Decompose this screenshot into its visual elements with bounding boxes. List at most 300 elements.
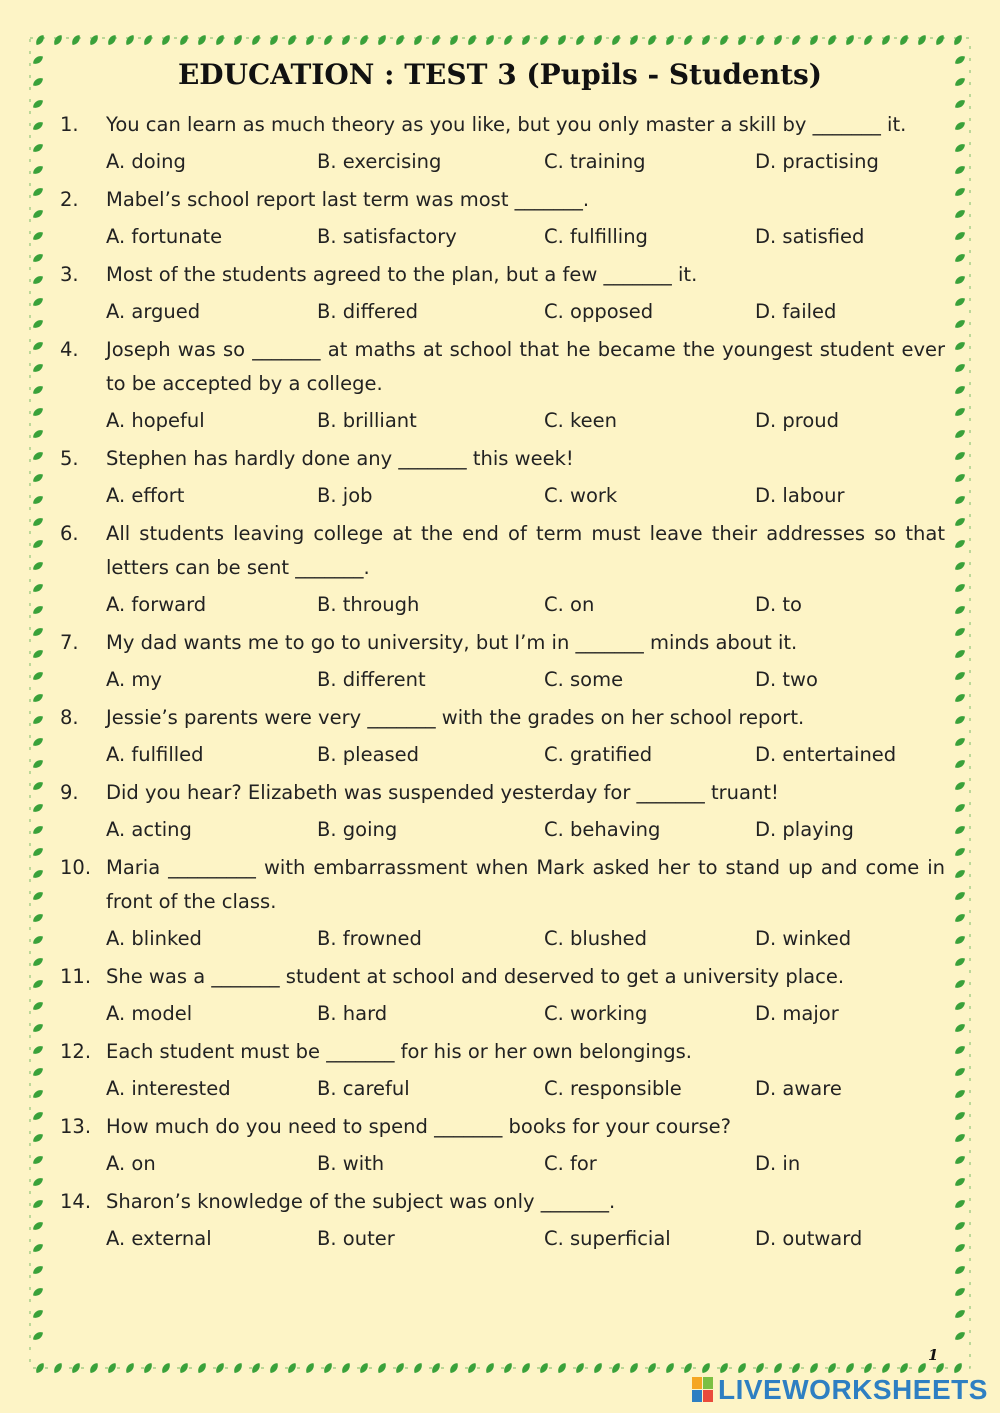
question-row: [60, 108, 945, 142]
vine-leaf: [953, 384, 966, 396]
vine-leaf: [358, 33, 370, 46]
answer-option-d[interactable]: D. in: [755, 1152, 801, 1175]
answer-options: [60, 292, 945, 332]
vine-leaf: [953, 406, 966, 418]
question-row: [60, 258, 945, 292]
question-text: Stephen has hardly done any _______ this week!: [106, 447, 574, 470]
answer-options: [60, 1069, 945, 1109]
vine-leaf: [31, 230, 44, 242]
vine-leaf: [448, 33, 460, 46]
question-row: [60, 1185, 945, 1219]
answer-option-b[interactable]: B. different: [317, 668, 426, 691]
vine-leaf: [124, 1361, 136, 1374]
vine-leaf: [953, 560, 966, 572]
vine-leaf: [952, 1361, 964, 1374]
answer-options: [60, 994, 945, 1034]
vine-leaf: [31, 1264, 44, 1276]
vine-leaf: [430, 33, 442, 46]
vine-leaf: [953, 1044, 966, 1056]
vine-leaf: [31, 340, 44, 352]
answer-option-b[interactable]: B. through: [317, 593, 420, 616]
answer-option-b[interactable]: B. hard: [317, 1002, 388, 1025]
question-text: Joseph was so _______ at maths at school that he became the youngest student ever to be accepted by a college.: [106, 338, 945, 395]
question-item: [60, 517, 945, 625]
vine-leaf: [953, 340, 966, 352]
question-text: Mabel’s school report last term was most _______.: [106, 188, 590, 211]
answer-option-c[interactable]: C. working: [544, 1002, 648, 1025]
vine-leaf: [31, 956, 44, 968]
question-text: How much do you need to spend _______ books for your course?: [106, 1115, 732, 1138]
question-text: Each student must be _______ for his or her own belongings.: [106, 1040, 692, 1063]
question-number: 4.: [60, 338, 79, 361]
vine-leaf: [953, 142, 966, 154]
vine-leaf: [142, 33, 154, 46]
vine-leaf: [268, 1361, 280, 1374]
answer-option-b[interactable]: B. pleased: [317, 743, 420, 766]
vine-leaf: [953, 472, 966, 484]
question-row: [60, 517, 945, 585]
vine-leaf: [484, 33, 496, 46]
vine-leaf: [628, 33, 640, 46]
question-text: You can learn as much theory as you like, but you only master a skill by _______ it.: [106, 113, 907, 136]
vine-leaf: [610, 33, 622, 46]
vine-leaf: [953, 978, 966, 990]
question-item: [60, 1185, 945, 1259]
answer-option-b[interactable]: B. differed: [317, 300, 418, 323]
answer-option-c[interactable]: C. training: [544, 150, 646, 173]
question-row: [60, 701, 945, 735]
answer-option-c[interactable]: C. for: [544, 1152, 597, 1175]
vine-leaf: [953, 318, 966, 330]
vine-leaf: [754, 33, 766, 46]
vine-leaf: [953, 1264, 966, 1276]
answer-option-a[interactable]: A. fulfilled: [106, 743, 204, 766]
question-text: My dad wants me to go to university, but I’m in _______ minds about it.: [106, 631, 798, 654]
vine-leaf: [484, 1361, 496, 1374]
answer-option-d[interactable]: D. satisfied: [755, 225, 865, 248]
vine-leaf: [953, 890, 966, 902]
vine-leaf: [953, 604, 966, 616]
question-list: [60, 108, 945, 1260]
answer-option-b[interactable]: B. going: [317, 818, 398, 841]
answer-option-d[interactable]: D. to: [755, 593, 802, 616]
vine-leaf: [772, 33, 784, 46]
vine-leaf: [31, 472, 44, 484]
vine-leaf: [682, 33, 694, 46]
answer-option-b[interactable]: B. brilliant: [317, 409, 417, 432]
question-row: [60, 776, 945, 810]
answer-options: [60, 1144, 945, 1184]
answer-option-c[interactable]: C. gratified: [544, 743, 653, 766]
vine-leaf: [31, 692, 44, 704]
vine-leaf: [31, 252, 44, 264]
answer-option-d[interactable]: D. labour: [755, 484, 845, 507]
question-row: [60, 442, 945, 476]
answer-option-a[interactable]: A. interested: [106, 1077, 231, 1100]
question-text: All students leaving college at the end of term must leave their addresses so that letters can be sent _______.: [106, 522, 945, 579]
question-number: 8.: [60, 706, 79, 729]
vine-leaf: [953, 626, 966, 638]
vine-leaf: [808, 33, 820, 46]
vine-leaf: [953, 494, 966, 506]
vine-leaf: [880, 33, 892, 46]
vine-leaf: [31, 1022, 44, 1034]
vine-leaf: [214, 33, 226, 46]
vine-leaf: [844, 33, 856, 46]
answer-option-d[interactable]: D. winked: [755, 927, 852, 950]
answer-options: [60, 401, 945, 441]
answer-option-b[interactable]: B. satisfactory: [317, 225, 457, 248]
vine-leaf: [628, 1361, 640, 1374]
answer-option-b[interactable]: B. job: [317, 484, 373, 507]
answer-option-b[interactable]: B. careful: [317, 1077, 410, 1100]
answer-option-d[interactable]: D. aware: [755, 1077, 842, 1100]
vine-leaf: [31, 934, 44, 946]
vine-leaf: [52, 1361, 64, 1374]
vine-leaf: [953, 736, 966, 748]
vine-leaf: [736, 33, 748, 46]
vine-leaf: [953, 1176, 966, 1188]
vine-leaf: [790, 33, 802, 46]
vine-leaf: [412, 33, 424, 46]
vine-leaf: [772, 1361, 784, 1374]
vine-leaf: [953, 956, 966, 968]
vine-leaf: [916, 33, 928, 46]
question-number: 11.: [60, 965, 92, 988]
answer-options: [60, 585, 945, 625]
vine-leaf: [232, 1361, 244, 1374]
vine-leaf: [538, 33, 550, 46]
answer-option-d[interactable]: D. practising: [755, 150, 879, 173]
question-number: 10.: [60, 856, 92, 879]
question-number: 9.: [60, 781, 79, 804]
vine-leaf: [106, 33, 118, 46]
vine-leaf: [31, 670, 44, 682]
vine-leaf: [953, 1220, 966, 1232]
vine-leaf: [34, 33, 46, 46]
vine-leaf: [31, 164, 44, 176]
vine-leaf: [31, 802, 44, 814]
vine-leaf: [88, 1361, 100, 1374]
vine-leaf: [953, 758, 966, 770]
answer-option-a[interactable]: A. fortunate: [106, 225, 223, 248]
answer-option-a[interactable]: A. doing: [106, 150, 186, 173]
answer-option-c[interactable]: C. work: [544, 484, 618, 507]
question-item: [60, 183, 945, 257]
question-row: [60, 960, 945, 994]
answer-option-d[interactable]: D. major: [755, 1002, 839, 1025]
vine-leaf: [124, 33, 136, 46]
vine-leaf: [953, 450, 966, 462]
answer-option-c[interactable]: C. opposed: [544, 300, 654, 323]
vine-leaf: [953, 428, 966, 440]
question-row: [60, 851, 945, 919]
vine-leaf: [268, 33, 280, 46]
answer-option-c[interactable]: C. keen: [544, 409, 617, 432]
vine-leaf: [31, 846, 44, 858]
vine-leaf: [916, 1361, 928, 1374]
vine-leaf: [31, 978, 44, 990]
question-number: 2.: [60, 188, 79, 211]
vine-leaf: [196, 1361, 208, 1374]
question-number: 13.: [60, 1115, 92, 1138]
question-text: Jessie’s parents were very _______ with the grades on her school report.: [106, 706, 805, 729]
vine-leaf: [160, 33, 172, 46]
vine-leaf: [31, 890, 44, 902]
vine-leaf: [31, 538, 44, 550]
vine-leaf: [31, 1110, 44, 1122]
vine-leaf: [31, 1220, 44, 1232]
vine-leaf: [31, 98, 44, 110]
vine-leaf: [31, 714, 44, 726]
vine-leaf: [646, 33, 658, 46]
vine-leaf: [394, 33, 406, 46]
question-row: [60, 183, 945, 217]
vine-leaf: [862, 33, 874, 46]
vine-leaf: [953, 538, 966, 550]
vine-leaf: [31, 1000, 44, 1012]
vine-leaf: [953, 1110, 966, 1122]
answer-option-a[interactable]: A. on: [106, 1152, 156, 1175]
question-number: 1.: [60, 113, 79, 136]
vine-leaf: [953, 1330, 966, 1342]
answer-option-d[interactable]: D. failed: [755, 300, 837, 323]
vine-leaf: [826, 33, 838, 46]
question-number: 12.: [60, 1040, 92, 1063]
page-number: 1: [928, 1346, 939, 1364]
question-item: [60, 108, 945, 182]
vine-leaf: [953, 120, 966, 132]
answer-options: [60, 660, 945, 700]
vine-leaf: [953, 1198, 966, 1210]
vine-leaf: [953, 1088, 966, 1100]
vine-leaf: [232, 33, 244, 46]
vine-leaf: [31, 1308, 44, 1320]
question-number: 3.: [60, 263, 79, 286]
question-text: Did you hear? Elizabeth was suspended yesterday for _______ truant!: [106, 781, 779, 804]
vine-leaf: [31, 1066, 44, 1078]
vine-leaf: [953, 868, 966, 880]
vine-leaf: [340, 1361, 352, 1374]
question-row: [60, 333, 945, 401]
vine-leaf: [412, 1361, 424, 1374]
vine-leaf: [31, 208, 44, 220]
vine-leaf: [953, 802, 966, 814]
vine-leaf: [880, 1361, 892, 1374]
question-text: She was a _______ student at school and deserved to get a university place.: [106, 965, 845, 988]
question-item: [60, 626, 945, 700]
vine-leaf: [160, 1361, 172, 1374]
answer-option-b[interactable]: B. with: [317, 1152, 385, 1175]
vine-leaf: [953, 824, 966, 836]
vine-leaf: [953, 1022, 966, 1034]
vine-leaf: [953, 186, 966, 198]
vine-leaf: [953, 846, 966, 858]
vine-leaf: [250, 33, 262, 46]
vine-leaf: [376, 33, 388, 46]
answer-option-b[interactable]: B. exercising: [317, 150, 442, 173]
vine-leaf: [592, 33, 604, 46]
answer-option-b[interactable]: B. frowned: [317, 927, 422, 950]
answer-option-c[interactable]: C. fulfilling: [544, 225, 648, 248]
vine-leaf: [31, 1132, 44, 1144]
vine-leaf: [953, 362, 966, 374]
answer-option-c[interactable]: C. superficial: [544, 1227, 671, 1250]
answer-option-d[interactable]: D. outward: [755, 1227, 863, 1250]
answer-options: [60, 1219, 945, 1259]
answer-option-a[interactable]: A. argued: [106, 300, 201, 323]
vine-leaf: [31, 1154, 44, 1166]
vine-leaf: [520, 1361, 532, 1374]
vine-leaf: [953, 208, 966, 220]
answer-option-a[interactable]: A. external: [106, 1227, 212, 1250]
answer-option-a[interactable]: A. blinked: [106, 927, 202, 950]
answer-options: [60, 476, 945, 516]
question-item: [60, 258, 945, 332]
vine-leaf: [934, 33, 946, 46]
vine-leaf: [178, 33, 190, 46]
vine-leaf: [340, 33, 352, 46]
vine-leaf: [556, 1361, 568, 1374]
vine-leaf: [31, 1176, 44, 1188]
vine-leaf: [953, 692, 966, 704]
question-item: [60, 851, 945, 959]
question-number: 6.: [60, 522, 79, 545]
vine-leaf: [31, 1286, 44, 1298]
answer-option-c[interactable]: C. blushed: [544, 927, 648, 950]
vine-leaf: [664, 1361, 676, 1374]
question-number: 5.: [60, 447, 79, 470]
answer-option-c[interactable]: C. some: [544, 668, 624, 691]
answer-options: [60, 217, 945, 257]
answer-option-c[interactable]: C. responsible: [544, 1077, 682, 1100]
vine-leaf: [953, 1308, 966, 1320]
vine-leaf: [31, 758, 44, 770]
vine-leaf: [953, 670, 966, 682]
question-row: [60, 626, 945, 660]
answer-option-c[interactable]: C. on: [544, 593, 595, 616]
answer-option-a[interactable]: A. forward: [106, 593, 207, 616]
question-item: [60, 960, 945, 1034]
vine-leaf: [953, 296, 966, 308]
vine-leaf: [844, 1361, 856, 1374]
vine-leaf: [31, 736, 44, 748]
question-row: [60, 1110, 945, 1144]
vine-leaf: [31, 384, 44, 396]
vine-leaf: [502, 33, 514, 46]
vine-leaf: [448, 1361, 460, 1374]
vine-leaf: [31, 186, 44, 198]
vine-leaf: [556, 33, 568, 46]
question-text: Most of the students agreed to the plan, but a few _______ it.: [106, 263, 698, 286]
answer-option-d[interactable]: D. two: [755, 668, 818, 691]
vine-leaf: [953, 1000, 966, 1012]
answer-option-a[interactable]: A. hopeful: [106, 409, 205, 432]
vine-leaf: [31, 1198, 44, 1210]
liveworksheets-logo[interactable]: [692, 1374, 988, 1406]
vine-leaf: [31, 516, 44, 528]
vine-leaf: [953, 780, 966, 792]
vine-leaf: [953, 1286, 966, 1298]
answer-option-c[interactable]: C. behaving: [544, 818, 661, 841]
vine-leaf: [31, 362, 44, 374]
vine-leaf: [953, 164, 966, 176]
vine-leaf: [808, 1361, 820, 1374]
vine-leaf: [664, 33, 676, 46]
question-item: [60, 1035, 945, 1109]
vine-leaf: [304, 1361, 316, 1374]
vine-leaf: [700, 1361, 712, 1374]
answer-options: [60, 142, 945, 182]
answer-option-a[interactable]: A. acting: [106, 818, 192, 841]
question-item: [60, 333, 945, 441]
vine-leaf: [31, 604, 44, 616]
vine-leaf: [52, 33, 64, 46]
vine-leaf: [718, 33, 730, 46]
question-number: 14.: [60, 1190, 92, 1213]
answer-options: [60, 735, 945, 775]
vine-leaf: [31, 1330, 44, 1342]
vine-leaf: [466, 33, 478, 46]
vine-leaf: [196, 33, 208, 46]
question-text: Sharon’s knowledge of the subject was only _______.: [106, 1190, 616, 1213]
question-item: [60, 701, 945, 775]
vine-leaf: [736, 1361, 748, 1374]
vine-leaf: [88, 33, 100, 46]
answer-option-a[interactable]: A. model: [106, 1002, 193, 1025]
answer-option-a[interactable]: A. effort: [106, 484, 185, 507]
vine-leaf: [898, 33, 910, 46]
vine-leaf: [953, 582, 966, 594]
vine-leaf: [592, 1361, 604, 1374]
vine-leaf: [953, 714, 966, 726]
vine-leaf: [31, 428, 44, 440]
answer-option-d[interactable]: D. entertained: [755, 743, 897, 766]
vine-leaf: [31, 142, 44, 154]
vine-leaf: [31, 318, 44, 330]
vine-leaf: [953, 934, 966, 946]
vine-leaf: [70, 33, 82, 46]
answer-options: [60, 919, 945, 959]
vine-leaf: [953, 1132, 966, 1144]
vine-leaf: [953, 230, 966, 242]
vine-leaf: [31, 582, 44, 594]
vine-leaf: [953, 252, 966, 264]
vine-leaf: [574, 33, 586, 46]
vine-leaf: [953, 1066, 966, 1078]
question-item: [60, 776, 945, 850]
vine-leaf: [286, 33, 298, 46]
vine-leaf: [31, 824, 44, 836]
vine-leaf: [31, 1242, 44, 1254]
vine-leaf: [953, 274, 966, 286]
question-row: [60, 1035, 945, 1069]
vine-leaf: [31, 560, 44, 572]
question-item: [60, 1110, 945, 1184]
vine-leaf: [953, 912, 966, 924]
answer-option-d[interactable]: D. proud: [755, 409, 840, 432]
vine-leaf: [31, 296, 44, 308]
vine-leaf: [304, 33, 316, 46]
vine-leaf: [953, 98, 966, 110]
vine-leaf: [952, 33, 964, 46]
answer-option-a[interactable]: A. my: [106, 668, 162, 691]
answer-option-b[interactable]: B. outer: [317, 1227, 395, 1250]
answer-option-d[interactable]: D. playing: [755, 818, 854, 841]
worksheet-title: EDUCATION : TEST 3 (Pupils - Students): [177, 58, 823, 91]
vine-leaf: [953, 1242, 966, 1254]
vine-leaf: [31, 120, 44, 132]
